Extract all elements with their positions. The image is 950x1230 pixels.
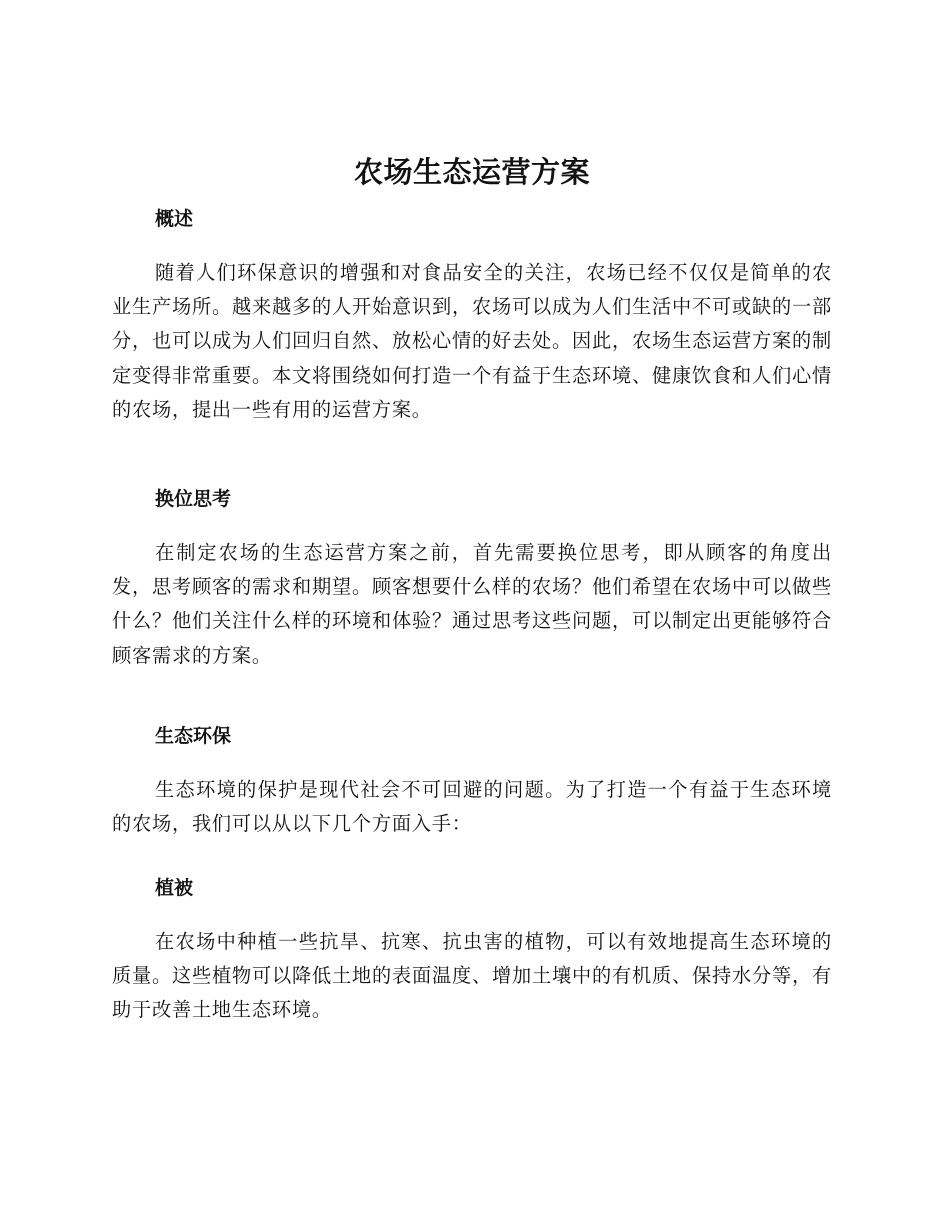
section-heading-perspective: 换位思考 [155,488,232,510]
document-title: 农场生态运营方案 [353,155,590,189]
section-heading-overview: 概述 [155,208,194,230]
section-paragraph-eco: 生态环境的保护是现代社会不可回避的问题。为了打造一个有益于生态环境的农场，我们可以从以下几个方面入手： [112,778,832,836]
section-paragraph-overview: 随着人们环保意识的增强和对食品安全的关注，农场已经不仅仅是简单的农业生产场所。越来越多的人开始意识到，农场可以成为人们生活中不可或缺的一部分，也可以成为人们回归自然、放松心情的好去处。因此，农场生态运营方案的制定变得非常重要。本文将围绕如何打造一个有益于生态环境、健康饮食和人们心情的农场，提出一些有用的运营方案。 [112,261,832,421]
section-heading-vegetation: 植被 [155,877,194,899]
section-paragraph-vegetation: 在农场中种植一些抗旱、抗寒、抗虫害的植物，可以有效地提高生态环境的质量。这些植物可以降低土地的表面温度、增加土壤中的有机质、保持水分等，有助于改善土地生态环境。 [112,930,832,1022]
section-paragraph-perspective: 在制定农场的生态运营方案之前，首先需要换位思考，即从顾客的角度出发，思考顾客的需求和期望。顾客想要什么样的农场？他们希望在农场中可以做些什么？他们关注什么样的环境和体验？通过思考这些问题，可以制定出更能够符合顾客需求的方案。 [112,541,832,667]
section-heading-eco: 生态环保 [155,725,232,747]
